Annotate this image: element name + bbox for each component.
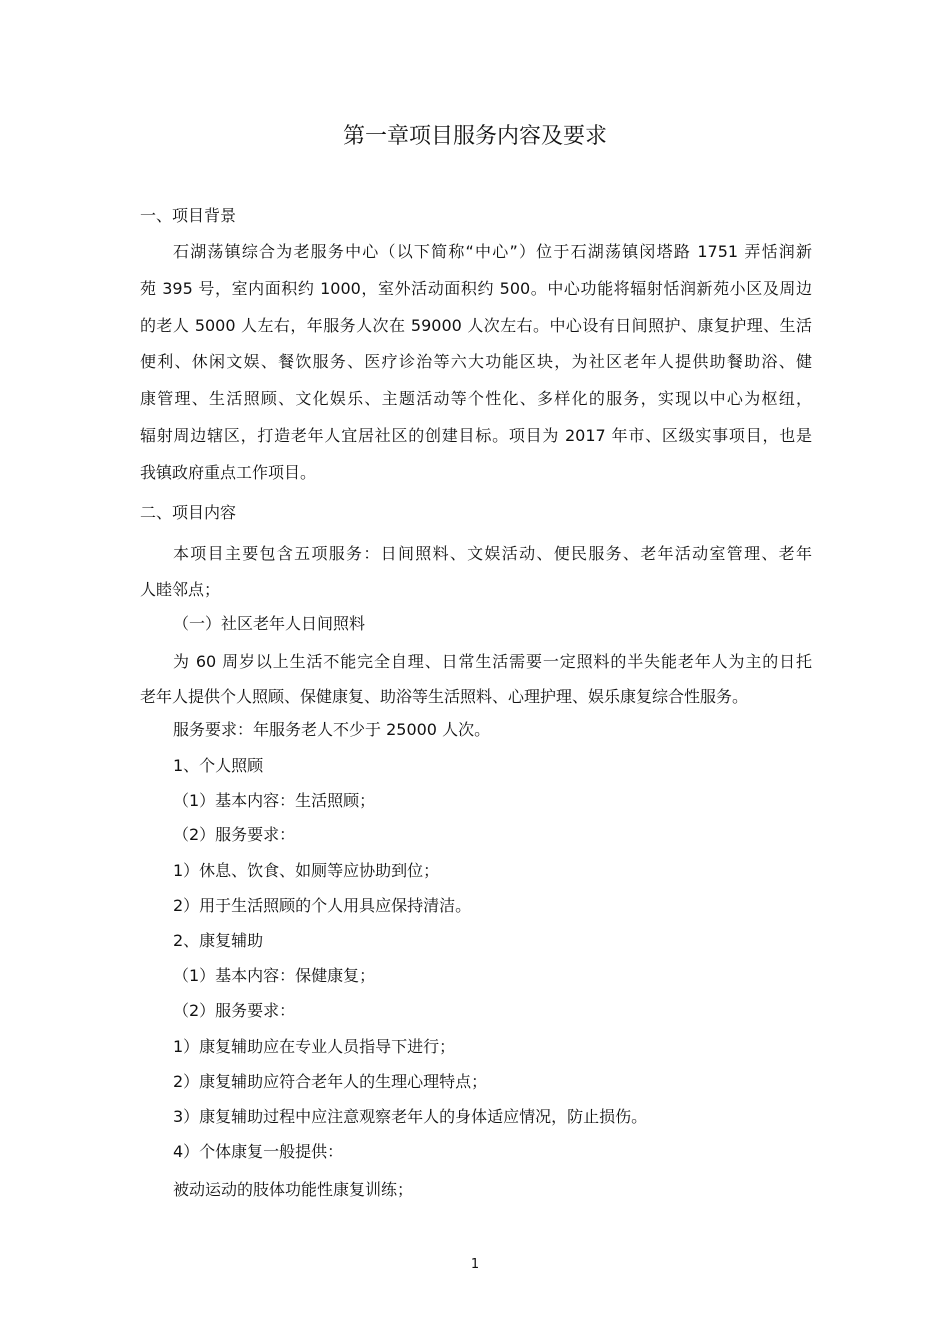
page-title: 第一章项目服务内容及要求 bbox=[342, 124, 607, 149]
paragraph-line: 石湖荡镇综合为老服务中心（以下简称“中心”）位于石湖荡镇闵塔路 1751 弄恬润新 bbox=[173, 242, 812, 261]
requirement-point: 1）休息、饮食、如厕等应协助到位； bbox=[173, 861, 440, 880]
paragraph-line: 为 60 周岁以上生活不能完全自理、日常生活需要一定照料的半失能老年人为主的日托 bbox=[173, 652, 812, 671]
paragraph-line: 便利、休闲文娱、餐饮服务、医疗诊治等六大功能区块，为社区老年人提供助餐助浴、健 bbox=[140, 352, 812, 371]
rehab-item: 被动运动的肢体功能性康复训练； bbox=[173, 1180, 414, 1199]
paragraph-line: 的老人 5000 人左右，年服务人次在 59000 人次左右。中心设有日间照护、康复护理、生活 bbox=[140, 316, 812, 335]
paragraph-line: 本项目主要包含五项服务：日间照料、文娱活动、便民服务、老年活动室管理、老年 bbox=[173, 544, 812, 563]
paragraph-line: 康管理、生活照顾、文化娱乐、主题活动等个性化、多样化的服务，实现以中心为枢纽， bbox=[140, 389, 812, 408]
item-heading-personal-care: 1、个人照顾 bbox=[173, 756, 264, 775]
paragraph-line: 辐射周边辖区，打造老年人宜居社区的创建目标。项目为 2017 年市、区级实事项目，也是 bbox=[140, 426, 812, 445]
basic-content: （1）基本内容：生活照顾； bbox=[173, 791, 376, 810]
requirement-point: 4）个体康复一般提供： bbox=[173, 1142, 344, 1161]
requirement-label: （2）服务要求： bbox=[173, 825, 296, 844]
page-number: 1 bbox=[470, 1257, 480, 1272]
requirement-point: 1）康复辅助应在专业人员指导下进行； bbox=[173, 1037, 456, 1056]
service-requirement: 服务要求：年服务老人不少于 25000 人次。 bbox=[173, 720, 491, 739]
item-heading-rehab-assist: 2、康复辅助 bbox=[173, 931, 264, 950]
section-heading-content: 二、项目内容 bbox=[140, 503, 237, 522]
requirement-point: 2）康复辅助应符合老年人的生理心理特点； bbox=[173, 1072, 488, 1091]
paragraph-line: 我镇政府重点工作项目。 bbox=[140, 463, 317, 482]
paragraph-line: 人睦邻点； bbox=[140, 580, 221, 599]
paragraph-line: 老年人提供个人照顾、保健康复、助浴等生活照料、心理护理、娱乐康复综合性服务。 bbox=[140, 687, 749, 706]
requirement-point: 3）康复辅助过程中应注意观察老年人的身体适应情况，防止损伤。 bbox=[173, 1107, 648, 1126]
basic-content: （1）基本内容：保健康复； bbox=[173, 966, 376, 985]
subsection-heading: （一）社区老年人日间照料 bbox=[173, 614, 366, 633]
requirement-label: （2）服务要求： bbox=[173, 1001, 296, 1020]
paragraph-line: 苑 395 号，室内面积约 1000，室外活动面积约 500。中心功能将辐射恬润新苑小区及周边 bbox=[140, 279, 812, 298]
requirement-point: 2）用于生活照顾的个人用具应保持清洁。 bbox=[173, 896, 472, 915]
section-heading-background: 一、项目背景 bbox=[140, 206, 237, 225]
